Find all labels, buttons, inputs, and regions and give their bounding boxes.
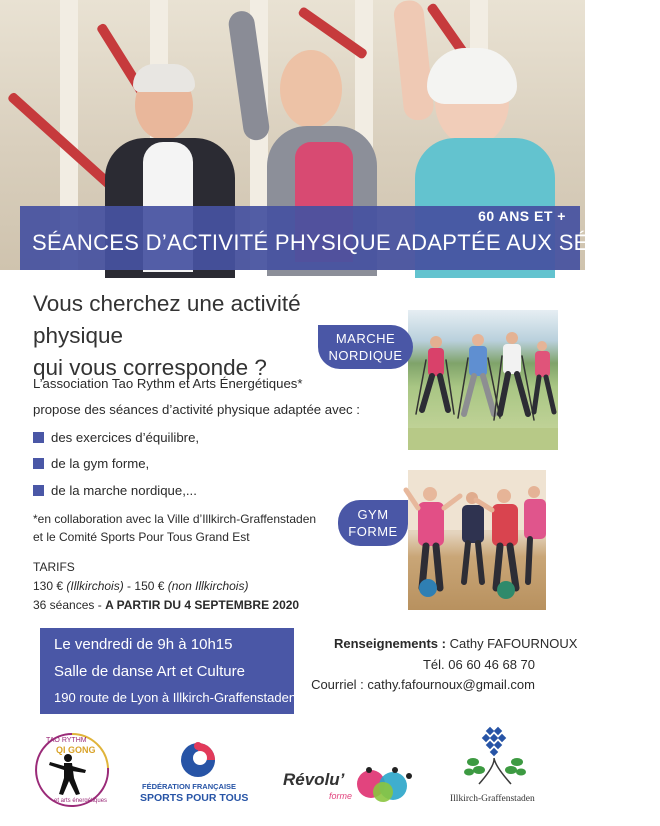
bullet-square-icon	[33, 485, 44, 496]
sports-pour-tous-emblem-icon	[178, 738, 218, 778]
list-item: de la marche nordique,...	[33, 483, 197, 498]
illkirch-graffenstaden-logo: Illkirch-Graffenstaden	[446, 726, 546, 808]
footnote-line-2: et le Comité Sports Pour Tous Grand Est	[33, 530, 250, 544]
intro-line-1: L’association Tao Rythm et Arts Énergétiques*	[33, 376, 303, 391]
title-banner	[20, 206, 660, 270]
headline	[33, 288, 363, 384]
badge-gym-forme: GYM FORME	[338, 500, 408, 546]
schedule-box	[40, 628, 297, 714]
revolu-figures-icon	[349, 762, 419, 806]
list-item: de la gym forme,	[33, 456, 149, 471]
list-item: des exercices d’équilibre,	[33, 430, 199, 445]
footnote-line-1: *en collaboration avec la Ville d’Illkirch-Graffenstaden	[33, 512, 317, 526]
tarifs-heading: TARIFS	[33, 560, 75, 574]
schedule-address: 190 route de Lyon à Illkirch-Graffenstaden	[54, 690, 297, 705]
illkirch-crest-icon	[461, 726, 531, 788]
headline-line-1: Vous cherchez une activité physique	[33, 291, 301, 348]
tarifs-sessions: 36 séances - A PARTIR DU 4 SEPTEMBRE 2020	[33, 598, 300, 612]
contact-label: Renseignements :	[334, 636, 446, 651]
page-title: SÉANCES D’ACTIVITÉ PHYSIQUE ADAPTÉE AUX SÉNIORS	[32, 230, 660, 255]
nordic-walkers-illustration	[408, 310, 558, 450]
gym-class-photo	[408, 470, 546, 610]
headline-line-2: qui vous corresponde ?	[33, 355, 267, 380]
bullet-square-icon	[33, 432, 44, 443]
schedule-room: Salle de danse Art et Culture	[54, 663, 245, 680]
bullet-square-icon	[33, 458, 44, 469]
age-label: 60 ANS ET +	[478, 208, 566, 224]
contact-phone: Tél. 06 60 46 68 70	[422, 657, 535, 672]
tao-rythm-logo: TAO RYTHM QI GONG et arts énergétiques	[28, 728, 116, 808]
nordic-walking-photo	[408, 310, 558, 450]
ffspt-logo: FÉDÉRATION FRANÇAISE SPORTS POUR TOUS	[138, 738, 258, 808]
contact-name: Cathy FAFOURNOUX	[449, 636, 578, 651]
contact-line	[334, 636, 577, 651]
badge-marche-nordique: MARCHE NORDIQUE	[318, 325, 413, 369]
tarifs-prices: 130 € (Illkirchois) - 150 € (non Illkirchois)	[33, 579, 249, 593]
revolu-forme-logo: Révolu’ forme	[283, 760, 419, 810]
gym-group-illustration	[408, 470, 546, 610]
intro-line-2: propose des séances d’activité physique adaptée avec :	[33, 402, 360, 417]
contact-email: Courriel : cathy.fafournoux@gmail.com	[311, 677, 535, 692]
schedule-day-time: Le vendredi de 9h à 10h15	[54, 636, 233, 653]
